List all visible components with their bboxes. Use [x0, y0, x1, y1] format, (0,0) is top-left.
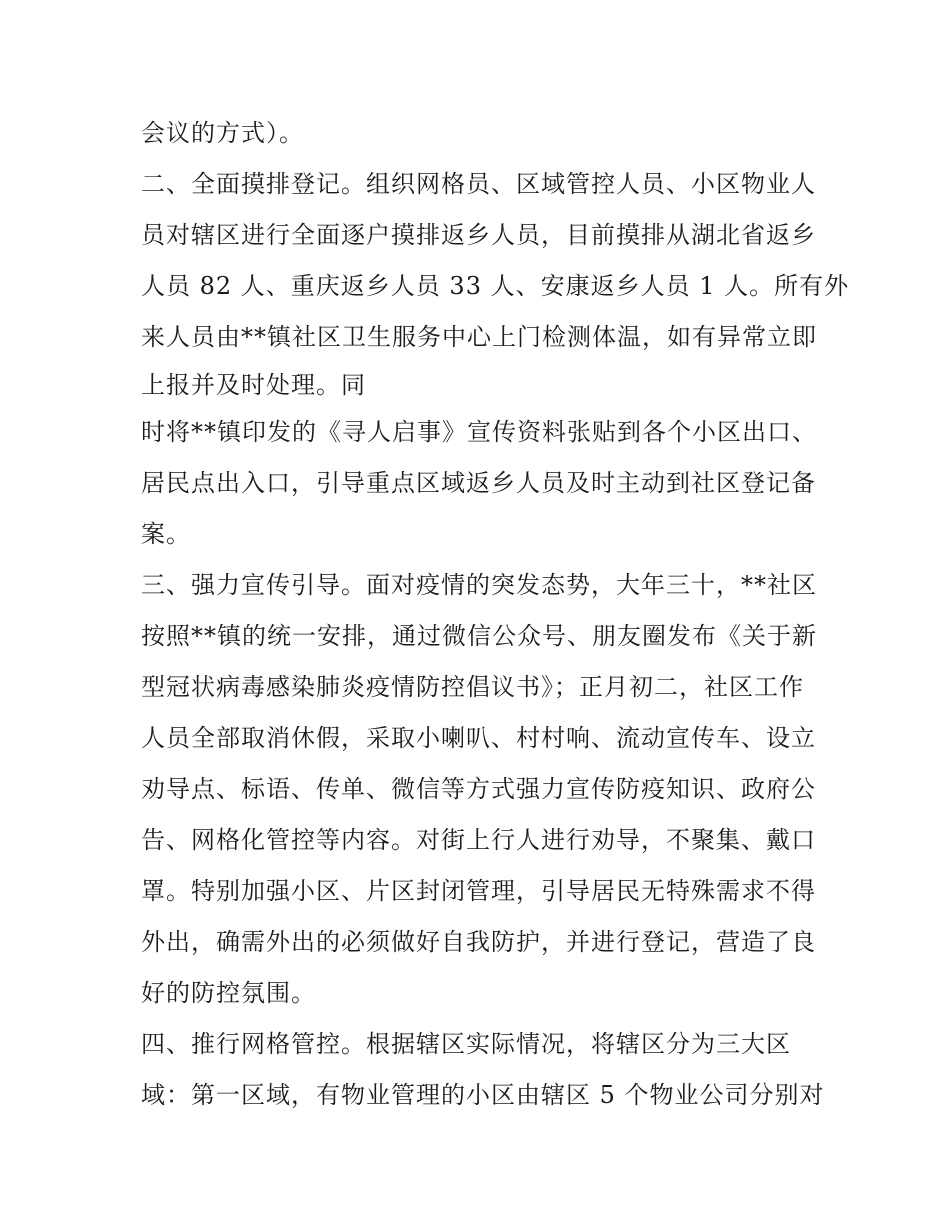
text-line-15: 告、网格化管控等内容。对街上行人进行劝导，不聚集、戴口 [141, 826, 816, 854]
text-line-3: 员对辖区进行全面逐户摸排返乡人员，目前摸排从湖北省返乡 [141, 221, 816, 249]
text-line-1: 会议的方式）。 [141, 119, 304, 147]
text-line-9: 案。 [141, 520, 191, 548]
text-line-8: 居民点出入口，引导重点区域返乡人员及时主动到社区登记备 [141, 469, 816, 497]
text-line-7: 时将**镇印发的《寻人启事》宣传资料张贴到各个小区出口、 [141, 418, 817, 446]
body-text [141, 108, 850, 1121]
text-line-14: 劝导点、标语、传单、微信等方式强力宣传防疫知识、政府公 [141, 775, 816, 803]
text-line-5: 来人员由**镇社区卫生服务中心上门检测体温，如有异常立即 [141, 323, 817, 351]
text-line-6: 上报并及时处理。同 [141, 371, 366, 399]
text-line-19: 四、推行网格管控。根据辖区实际情况，将辖区分为三大区 [141, 1030, 791, 1058]
text-line-13: 人员全部取消休假，采取小喇叭、村村响、流动宣传车、设立 [141, 724, 816, 752]
text-line-17: 外出，确需外出的必须做好自我防护，并进行登记，营造了良 [141, 928, 816, 956]
text-line-18: 好的防控氛围。 [141, 979, 316, 1007]
text-line-4: 人员 82 人、重庆返乡人员 33 人、安康返乡人员 1 人。所有外 [141, 272, 850, 300]
text-line-16: 罩。特别加强小区、片区封闭管理，引导居民无特殊需求不得 [141, 877, 816, 905]
text-line-2: 二、全面摸排登记。组织网格员、区域管控人员、小区物业人 [141, 170, 816, 198]
text-line-11: 按照**镇的统一安排，通过微信公众号、朋友圈发布《关于新 [141, 622, 817, 650]
text-line-10: 三、强力宣传引导。面对疫情的突发态势，大年三十，**社区 [141, 571, 817, 599]
text-line-12: 型冠状病毒感染肺炎疫情防控倡议书》；正月初二，社区工作 [141, 673, 804, 701]
text-line-20: 域：第一区域，有物业管理的小区由辖区 5 个物业公司分别对 [141, 1081, 825, 1109]
